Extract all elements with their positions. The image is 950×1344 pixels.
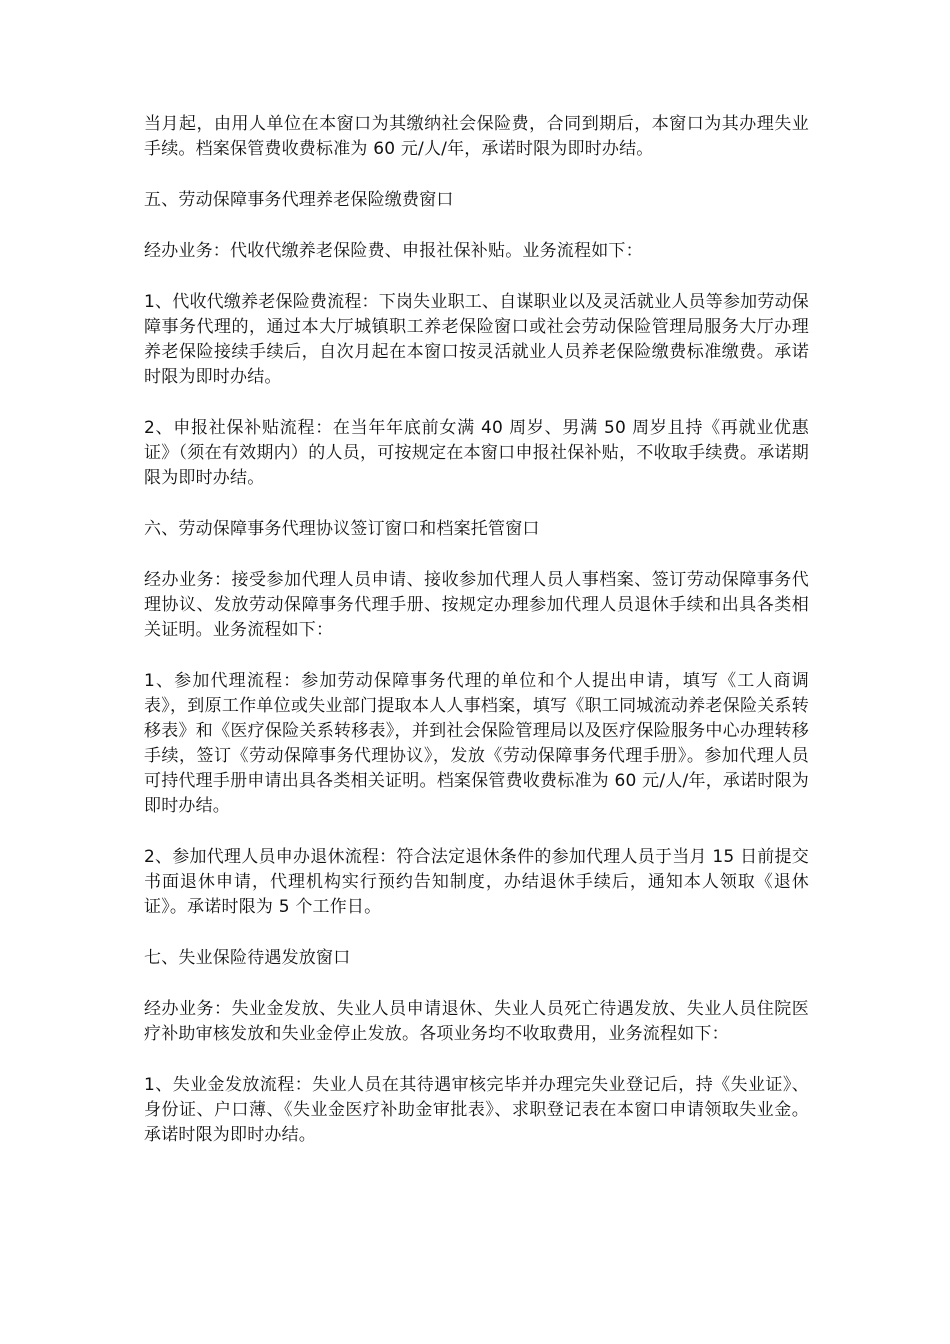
paragraph-section-5-item-1: 1、代收代缴养老保险费流程：下岗失业职工、自谋职业以及灵活就业人员等参加劳动保障事务代理的，通过本大厅城镇职工养老保险窗口或社会劳动保险管理局服务大厅办理养老保险接续手续后，自次月起在本窗口按灵活就业人员养老保险缴费标准缴费。承诺时限为即时办结。: [144, 292, 809, 387]
paragraph-section-6-business: 经办业务：接受参加代理人员申请、接收参加代理人员人事档案、签订劳动保障事务代理协议、发放劳动保障事务代理手册、按规定办理参加代理人员退休手续和出具各类相关证明。业务流程如下：: [144, 570, 809, 640]
heading-section-6: 六、劳动保障事务代理协议签订窗口和档案托管窗口: [144, 519, 540, 539]
paragraph-section-7-item-1: 1、失业金发放流程：失业人员在其待遇审核完毕并办理完失业登记后，持《失业证》、身份证、户口薄、《失业金医疗补助金审批表》、求职登记表在本窗口申请领取失业金。承诺时限为即时办结。: [144, 1075, 809, 1145]
paragraph-section-7-business: 经办业务：失业金发放、失业人员申请退休、失业人员死亡待遇发放、失业人员住院医疗补助审核发放和失业金停止发放。各项业务均不收取费用，业务流程如下：: [144, 999, 809, 1044]
paragraph-section-5-item-2: 2、申报社保补贴流程：在当年年底前女满 40 周岁、男满 50 周岁且持《再就业优惠证》（须在有效期内）的人员，可按规定在本窗口申报社保补贴，不收取手续费。承诺期限为即时办结。: [144, 418, 809, 488]
paragraph-section-6-item-1: 1、参加代理流程：参加劳动保障事务代理的单位和个人提出申请，填写《工人商调表》，到原工作单位或失业部门提取本人人事档案，填写《职工同城流动养老保险关系转移表》和《医疗保险关系转移表》，并到社会保险管理局以及医疗保险服务中心办理转移手续，签订《劳动保障事务代理协议》，发放《劳动保障事务代理手册》。参加代理人员可持代理手册申请出具各类相关证明。档案保管费收费标准为 60 元/人/年，承诺时限为即时办结。: [144, 671, 809, 816]
document-page: [144, 112, 809, 1174]
paragraph-contract-expiry: 当月起，由用人单位在本窗口为其缴纳社会保险费，合同到期后，本窗口为其办理失业手续。档案保管费收费标准为 60 元/人/年，承诺时限为即时办结。: [144, 114, 809, 159]
heading-section-7: 七、失业保险待遇发放窗口: [144, 948, 351, 968]
paragraph-section-5-business: 经办业务：代收代缴养老保险费、申报社保补贴。业务流程如下：: [144, 241, 643, 261]
heading-section-5: 五、劳动保障事务代理养老保险缴费窗口: [144, 190, 454, 210]
paragraph-section-6-item-2: 2、参加代理人员申办退休流程：符合法定退休条件的参加代理人员于当月 15 日前提交书面退休申请，代理机构实行预约告知制度，办结退休手续后，通知本人领取《退休证》。承诺时限为 5 个工作日。: [144, 847, 809, 917]
